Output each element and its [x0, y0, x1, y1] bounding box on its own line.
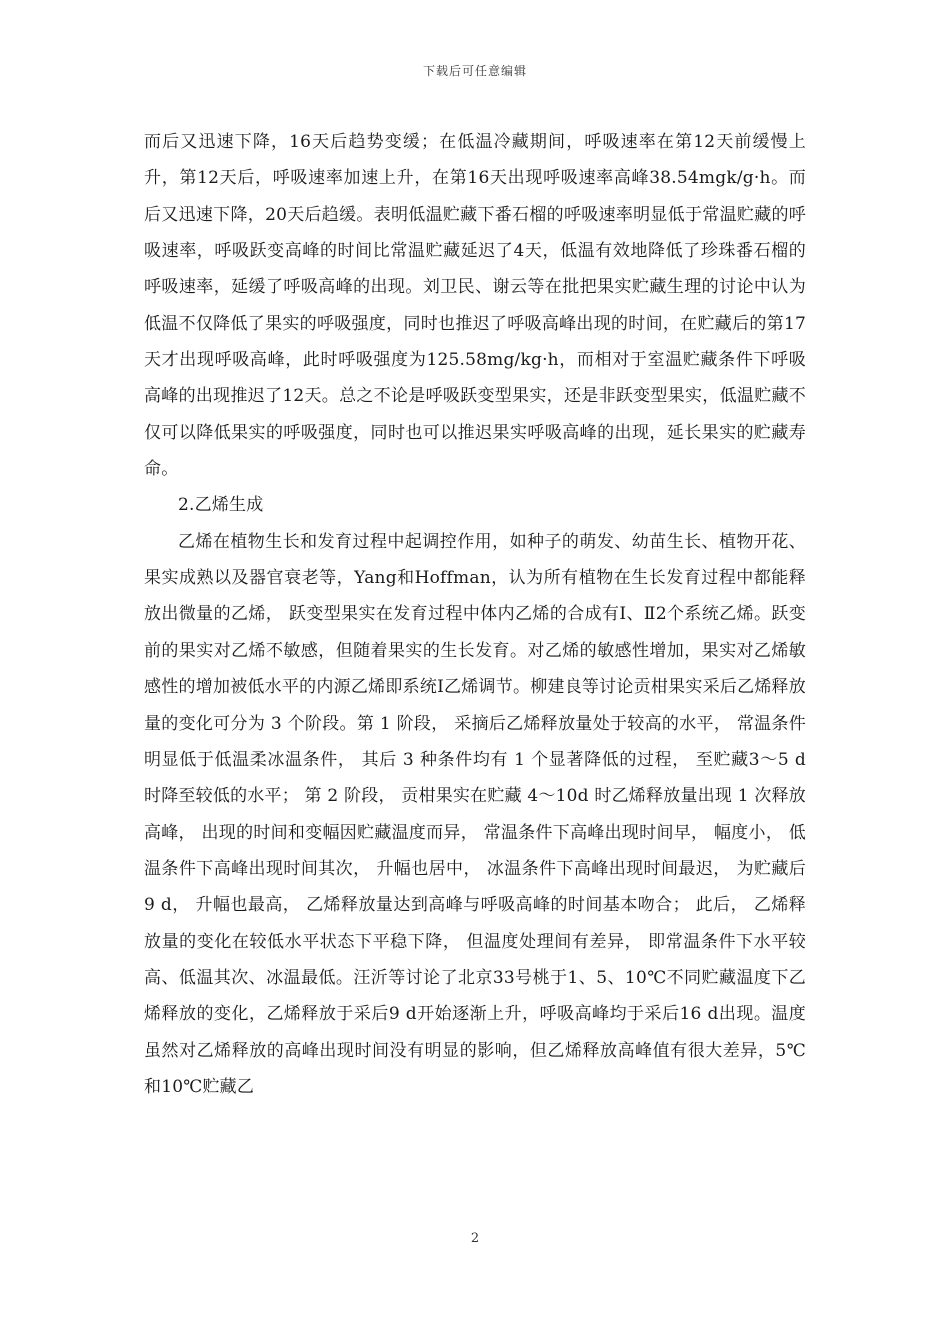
- paragraph-ethylene: 乙烯在植物生长和发育过程中起调控作用，如种子的萌发、幼苗生长、植物开花、果实成熟以及器官衰老等，Yang和Hoffman，认为所有植物在生长发育过程中都能释放出微量的乙烯， 跃变型果实在发育过程中体内乙烯的合成有Ⅰ、Ⅱ2个系统乙烯。跃变前的果实对乙烯不敏感，但随着果实的生长发育。对乙烯的敏感性增加，果实对乙烯敏感性的增加被低水平的内源乙烯即系统Ⅰ乙烯调节。柳建良等讨论贡柑果实采后乙烯释放量的变化可分为 3 个阶段。第 1 阶段， 采摘后乙烯释放量处于较高的水平， 常温条件明显低于低温柔冰温条件， 其后 3 种条件均有 1 个显著降低的过程， 至贮藏3～5 d 时降至较低的水平； 第 2 阶段， 贡柑果实在贮藏 4～10d 时乙烯释放量出现 1 次释放高峰， 出现的时间和变幅因贮藏温度而异， 常温条件下高峰出现时间早， 幅度小， 低温条件下高峰出现时间其次， 升幅也居中， 冰温条件下高峰出现时间最迟， 为贮藏后 9 d， 升幅也最高， 乙烯释放量达到高峰与呼吸高峰的时间基本吻合； 此后， 乙烯释放量的变化在较低水平状态下平稳下降， 但温度处理间有差异， 即常温条件下水平较高、低温其次、冰温最低。汪沂等讨论了北京33号桃于1、5、10℃不同贮藏温度下乙烯释放的变化，乙烯释放于采后9 d开始逐渐上升，呼吸高峰均于采后16 d出现。温度虽然对乙烯释放的高峰出现时间没有明显的影响，但乙烯释放高峰值有很大差异，5℃和10℃贮藏乙: [144, 531, 806, 1097]
- paragraph-respiration: 而后又迅速下降，16天后趋势变缓；在低温冷藏期间，呼吸速率在第12天前缓慢上升，第12天后，呼吸速率加速上升，在第16天出现呼吸速率高峰38.54mgk/g·h。而后又迅速下降，20天后趋缓。表明低温贮藏下番石榴的呼吸速率明显低于常温贮藏的呼吸速率，呼吸跃变高峰的时间比常温贮藏延迟了4天，低温有效地降低了珍珠番石榴的呼吸速率，延缓了呼吸高峰的出现。刘卫民、谢云等在批把果实贮藏生理的讨论中认为低温不仅降低了果实的呼吸强度，同时也推迟了呼吸高峰出现的时间，在贮藏后的第17天才出现呼吸高峰，此时呼吸强度为125.58mg/kg·h，而相对于室温贮藏条件下呼吸高峰的出现推迟了12天。总之不论是呼吸跃变型果实，还是非跃变型果实，低温贮藏不仅可以降低果实的呼吸强度，同时也可以推迟果实呼吸高峰的出现，延长果实的贮藏寿命。: [144, 132, 806, 480]
- section-heading-ethylene: 2.乙烯生成: [178, 495, 264, 516]
- body-text: [144, 124, 806, 1105]
- page-header: 下载后可任意编辑: [422, 64, 527, 78]
- page-number: 2: [470, 1231, 480, 1246]
